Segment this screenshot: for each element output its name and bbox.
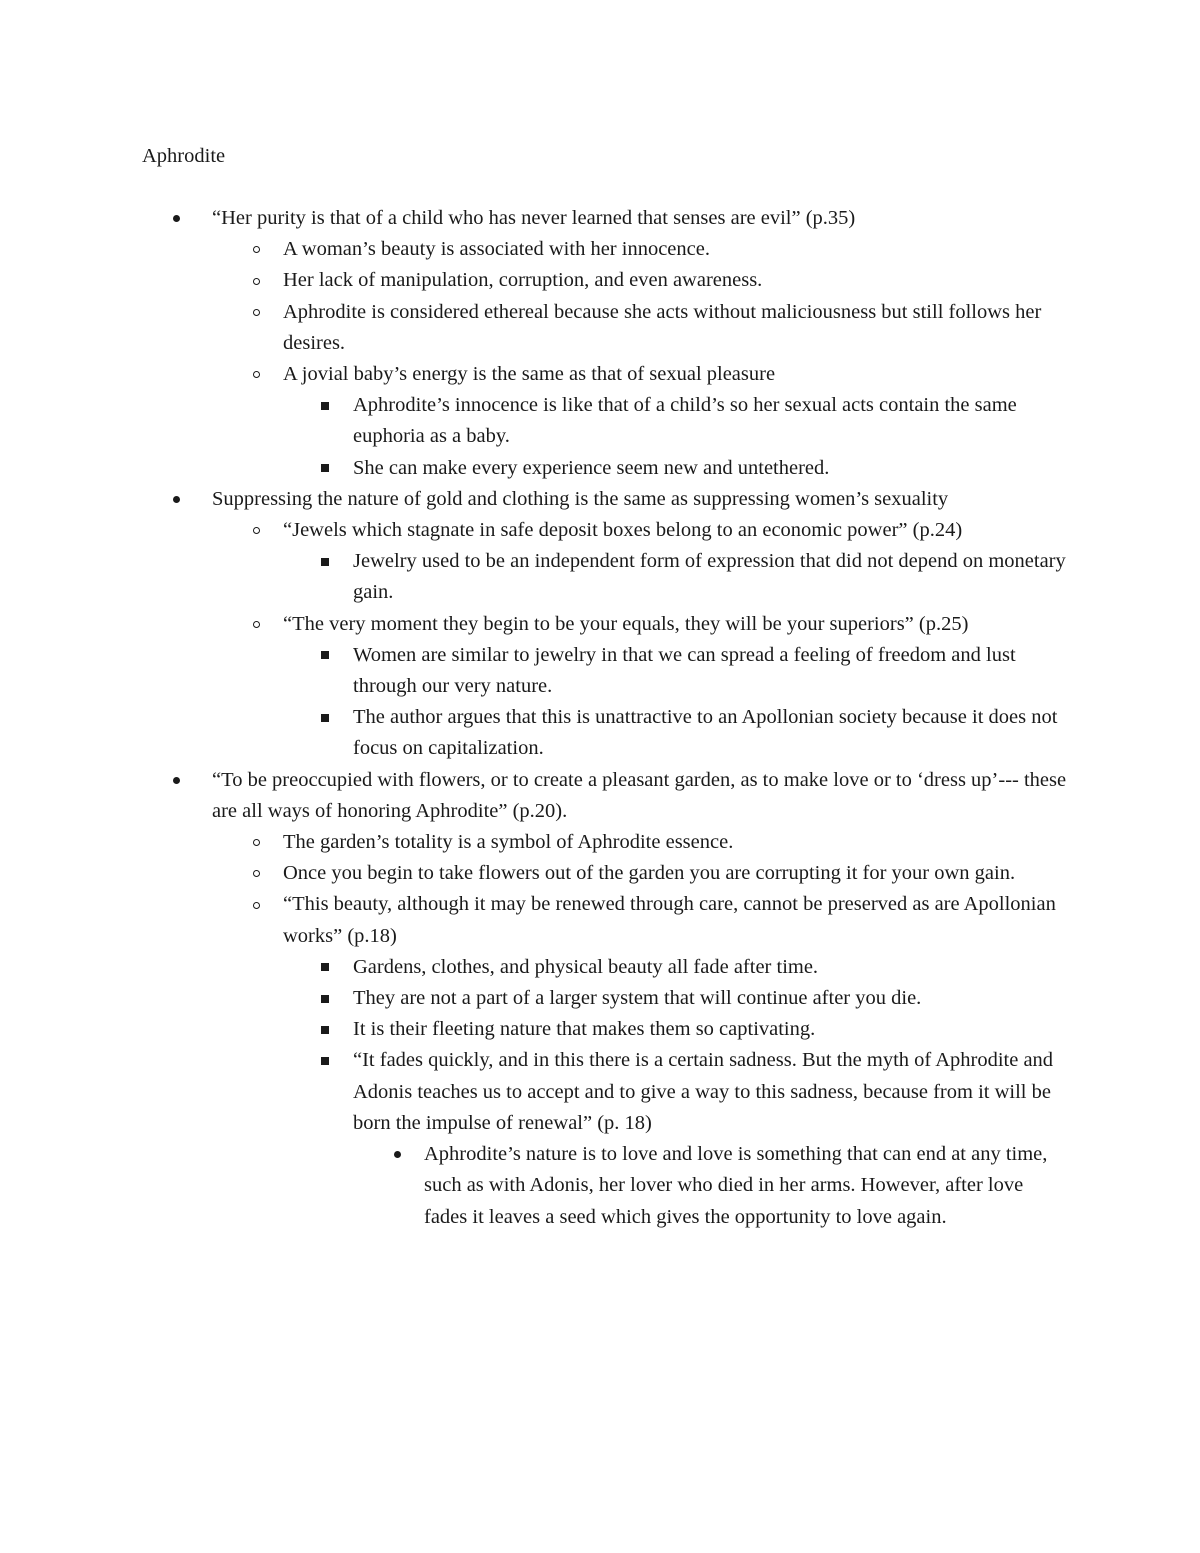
list-item [0, 702, 1068, 764]
hollow-bullet-icon [248, 889, 264, 920]
list-item-text: “Jewels which stagnate in safe deposit boxes belong to an economic power” (p.24) [283, 519, 963, 542]
list-item-text: The author argues that this is unattractive to an Apollonian society because it does not focus on capitalization. [353, 706, 1058, 760]
list-item-text: Suppressing the nature of gold and clothing is the same as suppressing women’s sexuality [212, 487, 949, 510]
square-bullet-icon [317, 1045, 333, 1076]
hollow-bullet-icon [248, 297, 264, 328]
hollow-bullet-icon [248, 858, 264, 889]
hollow-bullet-icon [248, 515, 264, 546]
document-title: Aphrodite [142, 145, 226, 167]
list-item [0, 265, 1068, 296]
outline-list [0, 203, 1200, 1233]
list-item-text: “To be preoccupied with flowers, or to create a pleasant garden, as to make love or to ‘dress up’--- these are all ways of honoring Aphrodite” (p.20). [212, 768, 1067, 822]
square-bullet-icon [317, 952, 333, 983]
filled-bullet-icon [168, 765, 184, 796]
list-item-text: “Her purity is that of a child who has never learned that senses are evil” (p.35) [212, 207, 856, 229]
list-item [0, 858, 1068, 889]
list-item [0, 390, 1068, 452]
list-item-text: A woman’s beauty is associated with her innocence. [283, 238, 710, 261]
list-item-text: Women are similar to jewelry in that we can spread a feeling of freedom and lust through our very nature. [353, 643, 1016, 698]
list-item [0, 359, 1068, 390]
list-item-text: Once you begin to take flowers out of the garden you are corrupting it for your own gain. [283, 862, 1016, 885]
hollow-bullet-icon [248, 609, 264, 640]
list-item [0, 546, 1068, 608]
list-item [0, 297, 1068, 359]
list-item-text: Aphrodite’s innocence is like that of a child’s so her sexual acts contain the same euphoria as a baby. [353, 394, 1017, 448]
hollow-bullet-icon [248, 234, 264, 265]
list-item-text: A jovial baby’s energy is the same as that of sexual pleasure [283, 363, 776, 386]
list-item [0, 234, 1068, 265]
hollow-bullet-icon [248, 265, 264, 296]
square-bullet-icon [317, 640, 333, 671]
list-item [0, 827, 1068, 858]
list-item-text: She can make every experience seem new and untethered. [353, 456, 830, 479]
list-item-text: Jewelry used to be an independent form of expression that did not depend on monetary gain. [353, 550, 1066, 604]
square-bullet-icon [317, 1014, 333, 1045]
list-item [0, 983, 1068, 1014]
list-item [0, 640, 1068, 702]
list-item-text: “This beauty, although it may be renewed through care, cannot be preserved as are Apollonian works” (p.18) [283, 893, 1056, 947]
list-item-text: Aphrodite’s nature is to love and love is something that can end at any time, such as with Adonis, her lover who died in her arms. However, after love fades it leaves a seed which gives the opportunity to love again. [424, 1143, 1048, 1228]
hollow-bullet-icon [248, 359, 264, 390]
list-item [0, 1139, 1068, 1233]
hollow-bullet-icon [248, 827, 264, 858]
filled-bullet-icon [389, 1139, 405, 1170]
list-item-text: “It fades quickly, and in this there is a certain sadness. But the myth of Aphrodite and Adonis teaches us to accept and to give a way to this sadness, because from it will be born the impulse of renewal” (p. 18) [353, 1049, 1054, 1134]
square-bullet-icon [317, 390, 333, 421]
list-item [0, 889, 1068, 951]
list-item [0, 765, 1068, 827]
list-item [0, 453, 1068, 484]
filled-bullet-icon [168, 484, 184, 515]
list-item [0, 952, 1068, 983]
list-item-text: Aphrodite is considered ethereal because she acts without maliciousness but still follows her desires. [283, 300, 1042, 354]
filled-bullet-icon [168, 203, 184, 234]
list-item-text: The garden’s totality is a symbol of Aphrodite essence. [283, 831, 734, 854]
square-bullet-icon [317, 983, 333, 1014]
square-bullet-icon [317, 453, 333, 484]
square-bullet-icon [317, 702, 333, 733]
list-item-text: It is their fleeting nature that makes them so captivating. [353, 1018, 816, 1041]
list-item-text: “The very moment they begin to be your equals, they will be your superiors” (p.25) [283, 612, 969, 635]
list-item [0, 1045, 1068, 1139]
list-item-text: Gardens, clothes, and physical beauty all fade after time. [353, 955, 819, 978]
square-bullet-icon [317, 546, 333, 577]
list-item-text: They are not a part of a larger system that will continue after you die. [353, 987, 922, 1010]
list-item-text: Her lack of manipulation, corruption, and even awareness. [283, 269, 763, 292]
list-item [0, 484, 1068, 515]
list-item [0, 515, 1068, 546]
list-item [0, 609, 1068, 640]
list-item [0, 203, 1068, 234]
list-item [0, 1014, 1068, 1045]
